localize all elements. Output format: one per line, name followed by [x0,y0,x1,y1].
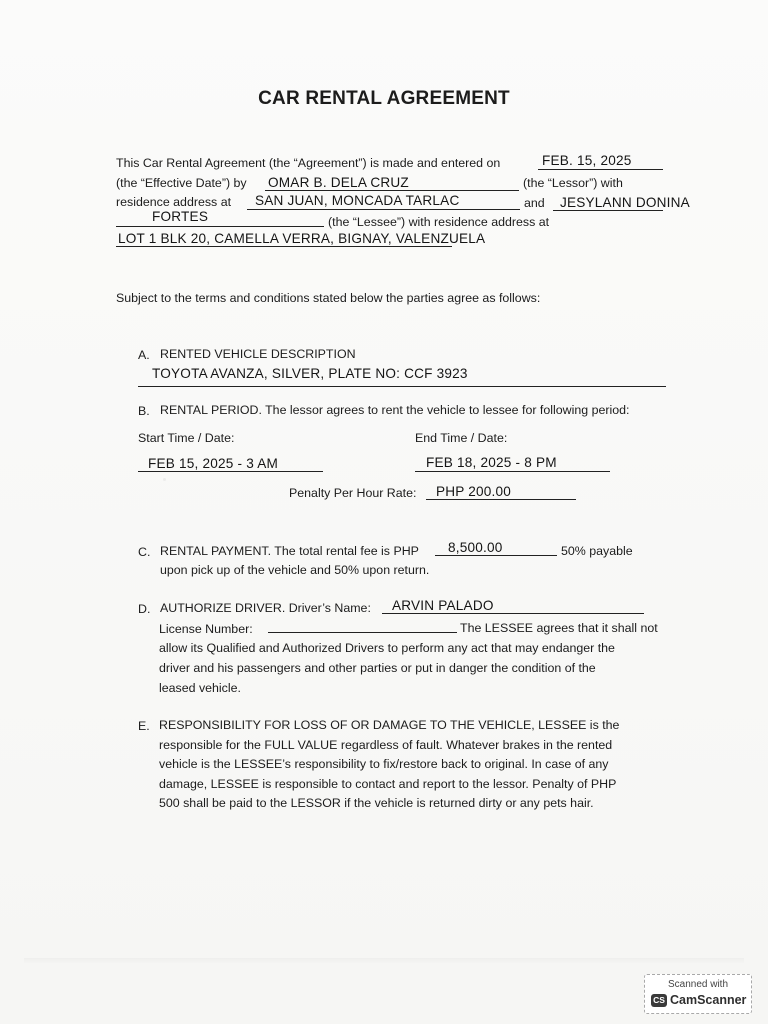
section-e-line5: 500 shall be paid to the LESSOR if the vehicle is returned dirty or any pets hair. [159,796,594,810]
lessor-name-value: OMAR B. DELA CRUZ [268,175,409,190]
vehicle-description-value: TOYOTA AVANZA, SILVER, PLATE NO: CCF 3923 [152,366,468,381]
section-b-letter: B. [138,404,150,418]
start-time-label: Start Time / Date: [138,431,235,445]
scanned-with-text: Scanned with [667,979,729,990]
section-e-line2: responsible for the FULL VALUE regardless of fault. Whatever brakes in the rented [159,738,613,752]
section-e-line1: RESPONSIBILITY FOR LOSS OF OR DAMAGE TO THE VEHICLE, LESSEE is the [159,718,620,732]
penalty-rate-line [426,499,576,500]
lessee-name-part1-value: JESYLANN DONINA [560,195,690,210]
camscanner-watermark [644,974,752,1014]
license-number-label: License Number: [159,622,253,636]
section-c-letter: C. [138,545,151,559]
section-d-line2-suffix: The LESSEE agrees that it shall not [460,621,658,635]
section-a-heading: RENTED VEHICLE DESCRIPTION [160,347,356,361]
and-text: and [524,196,545,210]
lessee-suffix-text: (the “Lessee”) with residence address at [328,215,550,229]
section-e-line4: damage, LESSEE is responsible to contact and report to the lessor. Penalty of PHP [159,777,617,791]
lessee-name-line1 [553,210,663,211]
intro-line1-text: This Car Rental Agreement (the “Agreement”) is made and entered on [116,156,501,170]
lessor-name-line [265,190,519,191]
driver-name-line [382,613,644,614]
license-number-line [268,632,457,633]
section-d-line5: leased vehicle. [159,681,241,695]
driver-name-value: ARVIN PALADO [392,598,494,613]
subject-line-text: Subject to the terms and conditions stated below the parties agree as follows: [116,291,541,305]
document-title: CAR RENTAL AGREEMENT [258,88,510,109]
end-time-value: FEB 18, 2025 - 8 PM [426,455,557,470]
camscanner-brand-text: CamScanner [670,993,747,1007]
start-time-line [138,471,323,472]
section-d-text: AUTHORIZE DRIVER. Driver’s Name: [160,601,371,615]
section-b-text: RENTAL PERIOD. The lessor agrees to rent the vehicle to lessee for following period: [160,403,630,417]
rental-fee-line [435,555,557,556]
scan-edge-shadow [24,958,744,964]
vehicle-description-line [138,386,666,387]
end-time-label: End Time / Date: [415,431,508,445]
rental-fee-value: 8,500.00 [448,540,503,555]
start-time-value: FEB 15, 2025 - 3 AM [148,456,278,471]
lessee-name-line2 [116,226,324,227]
section-e-line3: vehicle is the LESSEE’s responsibility to fix/restore back to original. In case of any [159,757,609,771]
section-e-letter: E. [138,719,150,733]
end-time-line [415,471,610,472]
section-d-line4: driver and his passengers and other parties or put in danger the condition of the [159,661,596,675]
effective-date-value: FEB. 15, 2025 [542,153,632,168]
lessor-address-value: SAN JUAN, MONCADA TARLAC [255,193,460,208]
intro-line3-text: residence address at [116,195,232,209]
penalty-rate-label: Penalty Per Hour Rate: [289,486,417,500]
camscanner-logo-icon: CS [651,994,667,1007]
section-c-line2: upon pick up of the vehicle and 50% upon return. [160,563,430,577]
lessee-address-value: LOT 1 BLK 20, CAMELLA VERRA, BIGNAY, VALENZUELA [118,231,486,246]
effective-date-line [538,169,663,170]
lessor-address-line [247,209,520,210]
section-c-suffix: 50% payable [561,544,633,558]
section-d-line3: allow its Qualified and Authorized Drivers to perform any act that may endanger the [159,641,615,655]
penalty-rate-value: PHP 200.00 [436,484,512,499]
lessee-address-line [116,246,452,247]
lessee-name-part2-value: FORTES [152,209,209,224]
section-a-letter: A. [138,348,150,362]
scan-speck [163,478,166,481]
intro-line2-text: (the “Effective Date”) by [116,176,247,190]
lessor-suffix-text: (the “Lessor”) with [523,176,623,190]
section-c-text: RENTAL PAYMENT. The total rental fee is PHP [160,544,419,558]
section-d-letter: D. [138,602,151,616]
